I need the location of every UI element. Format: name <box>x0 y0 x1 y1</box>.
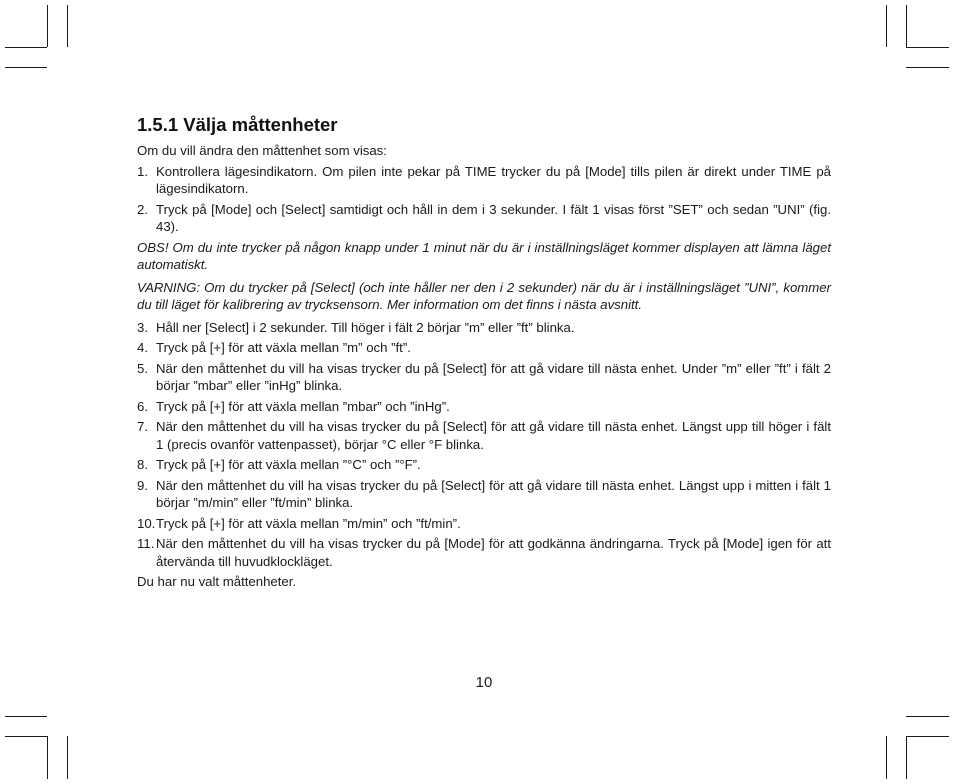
list-item <box>137 201 831 236</box>
crop-mark <box>906 736 949 737</box>
crop-mark <box>47 736 48 779</box>
list-item-text: Kontrollera lägesindikatorn. Om pilen inte pekar på TIME trycker du på [Mode] tills pilen är direkt under TIME på lägesindikatorn. <box>156 163 831 196</box>
obs-note: OBS! Om du inte trycker på någon knapp under 1 minut när du är i inställningsläget kommer displayen att lämna läget automatiskt. <box>137 239 831 272</box>
list-item-text: Tryck på [+] för att växla mellan ”m” och ”ft”. <box>156 340 411 355</box>
list-item-text: Tryck på [+] för att växla mellan ”°C” och ”°F”. <box>156 457 421 472</box>
crop-mark <box>5 736 47 737</box>
list-item <box>137 477 831 512</box>
crop-mark <box>906 5 907 47</box>
list-item-text: När den måttenhet du vill ha visas trycker du på [Select] för att gå vidare till nästa enhet. Under ”m” eller ”ft” i fält 2 börjar ”mbar” eller ”inHg” blinka. <box>156 360 831 393</box>
crop-mark <box>5 716 47 717</box>
page-number: 10 <box>475 674 493 691</box>
crop-mark <box>67 736 68 779</box>
warning-note: VARNING: Om du trycker på [Select] (och inte håller ner den i 2 sekunder) när du är i inställningsläget ”UNI”, kommer du till läget för kalibrering av trycksensorn. Mer information om det finns i nästa avsnitt. <box>137 279 831 312</box>
list-item-number: 6. <box>137 398 148 414</box>
crop-mark <box>906 736 907 779</box>
list-item-number: 11. <box>137 536 155 551</box>
crop-mark <box>886 5 887 47</box>
list-item <box>137 360 831 395</box>
crop-mark <box>886 736 887 779</box>
list-item-number: 7. <box>137 419 148 434</box>
crop-mark <box>47 5 48 47</box>
list-item-number: 9. <box>137 477 148 493</box>
list-item-number: 1. <box>137 163 148 179</box>
closing-text: Du har nu valt måttenheter. <box>137 574 297 589</box>
intro-text: Om du vill ändra den måttenhet som visas: <box>137 143 387 158</box>
crop-mark <box>906 47 949 48</box>
list-item <box>137 515 831 533</box>
list-item <box>137 339 831 357</box>
list-item <box>137 319 831 337</box>
list-item <box>137 456 831 474</box>
list-item <box>137 398 831 416</box>
list-item-text: När den måttenhet du vill ha visas trycker du på [Mode] för att godkänna ändringarna. Tryck på [Mode] igen för att återvända till huvudklockläget. <box>156 536 831 569</box>
list-item-number: 2. <box>137 201 148 217</box>
crop-mark <box>906 67 949 68</box>
document-body <box>137 114 831 591</box>
crop-mark <box>5 47 47 48</box>
section-heading: 1.5.1 Välja måttenheter <box>137 114 338 135</box>
list-item-number: 3. <box>137 319 148 335</box>
list-item-number: 4. <box>137 340 148 355</box>
list-item-text: Håll ner [Select] i 2 sekunder. Till höger i fält 2 börjar ”m” eller ”ft” blinka. <box>156 319 575 335</box>
steps-list-a <box>137 163 831 236</box>
list-item-text: När den måttenhet du vill ha visas trycker du på [Select] för att gå vidare till nästa enhet. Längst upp till höger i fält 1 (precis ovanför vattenpasset), börjar °C eller °F blinka. <box>156 419 831 452</box>
list-item-text: När den måttenhet du vill ha visas trycker du på [Select] för att gå vidare till nästa enhet. Längst upp i mitten i fält 1 börjar ”m/min” eller ”ft/min” blinka. <box>156 477 831 510</box>
steps-list-b <box>137 319 831 571</box>
crop-mark <box>5 67 47 68</box>
crop-mark <box>906 716 949 717</box>
list-item-number: 10. <box>137 515 156 531</box>
list-item-number: 5. <box>137 360 148 376</box>
list-item <box>137 418 831 453</box>
list-item <box>137 163 831 198</box>
list-item-text: Tryck på [+] för att växla mellan ”m/min” och ”ft/min”. <box>156 515 461 531</box>
list-item <box>137 535 831 570</box>
list-item-number: 8. <box>137 457 148 472</box>
list-item-text: Tryck på [Mode] och [Select] samtidigt och håll in dem i 3 sekunder. I fält 1 visas först ”SET” och sedan ”UNI” (fig. 43). <box>156 201 831 234</box>
crop-mark <box>67 5 68 47</box>
list-item-text: Tryck på [+] för att växla mellan ”mbar” och ”inHg”. <box>156 398 450 414</box>
